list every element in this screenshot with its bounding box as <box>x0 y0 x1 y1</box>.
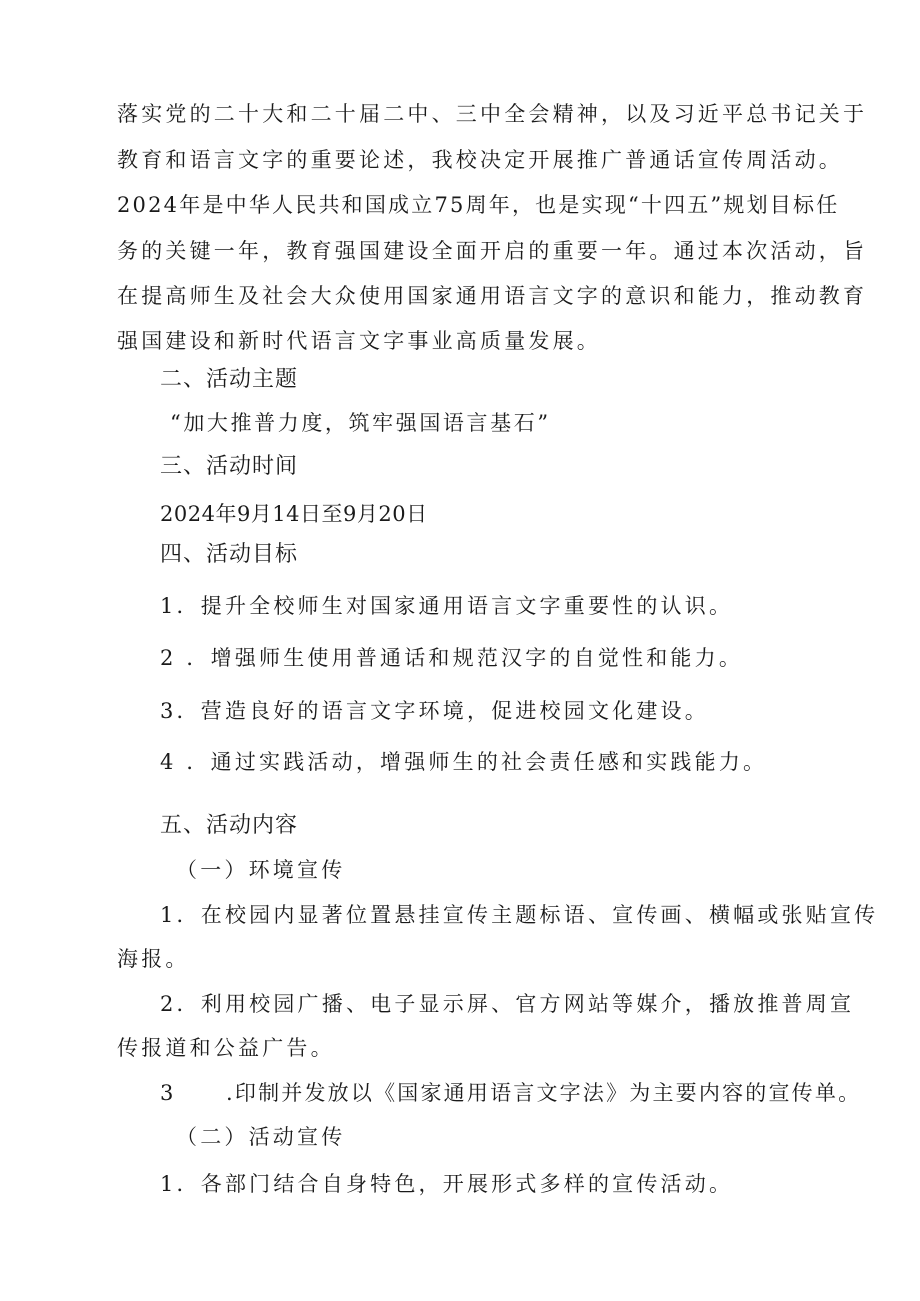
time-heading: 三、活动时间 <box>160 454 299 479</box>
intro-line-6: 强国建设和新时代语言文字事业高质量发展。 <box>117 329 601 353</box>
intro-line-5: 在提高师生及社会大众使用国家通用语言文字的意识和能力，推动教育 <box>117 284 868 308</box>
content-sub1-item3-number: 3 <box>160 1081 177 1105</box>
goal-item-3: 3．营造良好的语言文字环境，促进校园文化建设。 <box>160 699 709 723</box>
content-sub1-item2-line1: 2．利用校园广播、电子显示屏、官方网站等媒介，播放推普周宣 <box>160 992 855 1016</box>
content-sub1-item2-line2: 传报道和公益广告。 <box>117 1036 335 1060</box>
theme-text: “加大推普力度，筑牢强国语言基石” <box>170 411 551 435</box>
intro-line-1: 落实党的二十大和二十届二中、三中全会精神，以及习近平总书记关于 <box>117 102 868 126</box>
goal-item-4: 4 ．通过实践活动，增强师生的社会责任感和实践能力。 <box>160 750 768 774</box>
content-sub1-item1-line1: 1．在校园内显著位置悬挂宣传主题标语、宣传画、横幅或张贴宣传 <box>160 903 879 927</box>
intro-line-2: 教育和语言文字的重要论述，我校决定开展推广普通话宣传周活动。 <box>117 148 843 172</box>
content-heading: 五、活动内容 <box>160 813 299 838</box>
goals-heading: 四、活动目标 <box>160 542 299 567</box>
content-sub1-item1-line2: 海报。 <box>117 947 190 971</box>
content-sub2-item1: 1．各部门结合自身特色，开展形式多样的宣传活动。 <box>160 1172 734 1196</box>
content-sub1-title: （一）环境宣传 <box>176 858 346 882</box>
content-sub1-item3-text: .印制并发放以《国家通用语言文字法》为主要内容的宣传单。 <box>226 1081 862 1105</box>
intro-line-3: 2024年是中华人民共和国成立75周年，也是实现“十四五”规划目标任 <box>117 193 840 217</box>
theme-heading: 二、活动主题 <box>160 367 299 392</box>
intro-line-4: 务的关键一年，教育强国建设全面开启的重要一年。通过本次活动，旨 <box>117 239 868 263</box>
goal-item-1: 1．提升全校师生对国家通用语言文字重要性的认识。 <box>160 594 734 618</box>
content-sub2-title: （二）活动宣传 <box>176 1125 346 1149</box>
goal-item-2: 2 ．增强师生使用普通话和规范汉字的自觉性和能力。 <box>160 646 744 670</box>
time-text: 2024年9月14日至9月20日 <box>160 502 428 526</box>
